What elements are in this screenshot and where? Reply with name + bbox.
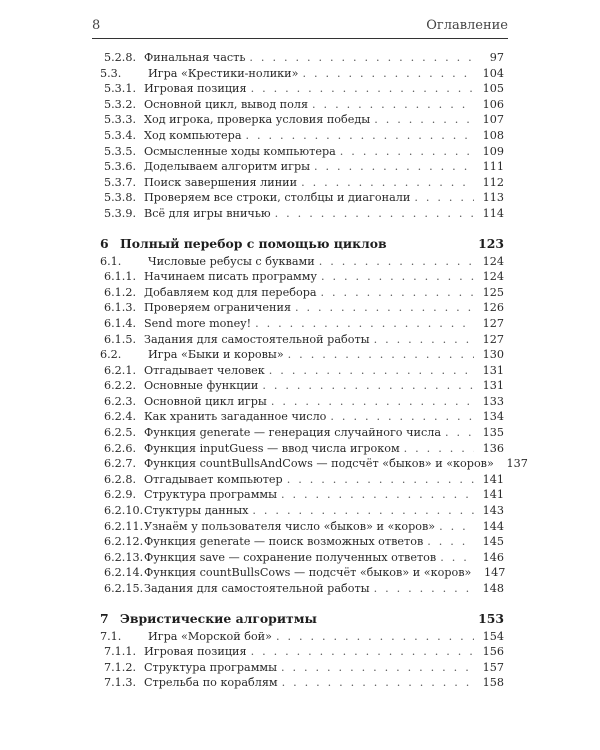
- toc-entry-page: 107: [482, 113, 504, 127]
- toc-subsection: [100, 128, 504, 144]
- toc-entry-page: 126: [482, 301, 504, 315]
- toc-entry-number: 5.3.3.: [104, 113, 137, 127]
- toc-entry-title: Функция save — сохранение полученных ответов: [144, 550, 437, 564]
- toc-entry-title: Поиск завершения линии: [144, 175, 298, 189]
- toc-entry-number: 7.1.2.: [104, 660, 137, 674]
- toc-entry-number: 7.1.1.: [104, 645, 137, 659]
- toc-subsection: [100, 441, 504, 457]
- running-header: [92, 18, 508, 39]
- toc-subsection: [100, 332, 504, 348]
- toc-entry-title: Отгадывает человек: [144, 363, 265, 377]
- toc-chapter: [100, 610, 504, 628]
- running-title: Оглавление: [426, 18, 508, 33]
- toc-entry-title: Стрельба по кораблям: [144, 676, 278, 690]
- toc-entry-number: 5.3.5.: [104, 144, 137, 158]
- toc-entry-number: 5.3.8.: [104, 191, 137, 205]
- toc-dot-leader: [251, 81, 474, 97]
- toc-dot-leader: [374, 581, 474, 597]
- toc-entry-page: 157: [482, 660, 504, 674]
- toc-dot-leader: [427, 534, 474, 550]
- toc-entry-title: Стуктуры данных: [144, 504, 249, 518]
- toc-chapter: [100, 235, 504, 253]
- toc-subsection: [100, 394, 504, 410]
- toc-dot-leader: [440, 550, 474, 566]
- toc-entry-number: 5.2.8.: [104, 51, 137, 64]
- toc-entry-title: Всё для игры вничью: [144, 206, 271, 220]
- toc-subsection: [100, 472, 504, 488]
- toc-entry-number: 6.1.1.: [104, 270, 137, 284]
- toc-dot-leader: [287, 472, 474, 488]
- toc-entry-number: 6.2.4.: [104, 410, 137, 424]
- toc-entry-number: 7.1.3.: [104, 676, 137, 690]
- toc-entry-number: 6.1.3.: [104, 301, 137, 315]
- toc-entry-number: 6.2.8.: [104, 472, 137, 486]
- toc-entry-title: Задания для самостоятельной работы: [144, 582, 370, 595]
- toc-dot-leader: [252, 503, 474, 519]
- toc-dot-leader: [275, 206, 474, 222]
- toc-dot-leader: [295, 300, 474, 316]
- toc-subsection: [100, 159, 504, 175]
- toc-entry-page: 137: [506, 457, 528, 471]
- toc-entry-number: 6.1.2.: [104, 285, 137, 299]
- toc-entry-title: Финальная часть: [144, 51, 246, 64]
- toc-subsection: [100, 487, 504, 503]
- toc-entry-page: 134: [482, 410, 504, 424]
- toc-entry-number: 6.2.12.: [104, 535, 144, 549]
- toc-dot-leader: [281, 660, 474, 676]
- toc-entry-number: 6.2.: [100, 348, 122, 362]
- toc-entry-number: 6.2.2.: [104, 379, 137, 393]
- toc-dot-leader: [321, 285, 474, 301]
- toc-subsection: [100, 316, 504, 332]
- toc-entry-page: 154: [482, 629, 504, 643]
- toc-entry-title: Как хранить загаданное число: [144, 410, 327, 424]
- toc-entry-title: Ход компьютера: [144, 128, 242, 142]
- toc-entry-page: 112: [482, 175, 504, 189]
- toc-entry-title: Проверяем все строки, столбцы и диагонали: [144, 191, 411, 205]
- toc-entry-page: 97: [489, 51, 504, 64]
- toc-entry-number: 6.2.5.: [104, 426, 137, 440]
- toc-entry-number: 6.1.4.: [104, 316, 137, 330]
- toc-section: [100, 629, 504, 645]
- toc-entry-title: Ход игрока, проверка условия победы: [144, 113, 371, 127]
- toc-entry-page: 141: [482, 472, 504, 486]
- toc-entry-page: 131: [482, 379, 504, 393]
- toc-dot-leader: [281, 487, 474, 503]
- toc-subsection: [100, 97, 504, 113]
- toc-dot-leader: [276, 629, 474, 645]
- toc-entry-number: 6.2.1.: [104, 363, 137, 377]
- toc-entry-title: Функция generate — генерация случайного числа: [144, 426, 441, 440]
- toc-entry-page: 104: [482, 66, 504, 80]
- toc-entry-page: 158: [482, 676, 504, 690]
- toc-subsection: [100, 550, 504, 566]
- toc-entry-page: 105: [482, 82, 504, 96]
- toc-subsection: [100, 81, 504, 97]
- toc-entry-number: 6.2.6.: [104, 441, 137, 455]
- toc-entry-title: Игровая позиция: [144, 82, 247, 96]
- toc-dot-leader: [262, 378, 474, 394]
- toc-entry-page: 113: [482, 191, 504, 205]
- toc-subsection: [100, 565, 504, 581]
- toc-entry-number: 6.2.7.: [104, 457, 137, 471]
- toc-entry-number: 5.3.4.: [104, 128, 137, 142]
- toc-subsection: [100, 300, 504, 316]
- toc-entry-page: 148: [482, 582, 504, 595]
- toc-subsection: [100, 206, 504, 222]
- toc-entry-page: 106: [482, 97, 504, 111]
- toc-entry-page: 111: [482, 160, 504, 174]
- toc-entry-title: Основной цикл, вывод поля: [144, 97, 309, 111]
- toc-dot-leader: [251, 644, 474, 660]
- page-number: 8: [92, 18, 101, 33]
- toc-entry-page: 130: [482, 348, 504, 362]
- toc-entry-number: 5.3.6.: [104, 160, 137, 174]
- toc-entry-title: Доделываем алгоритм игры: [144, 160, 311, 174]
- toc-subsection: [100, 269, 504, 285]
- toc-entry-title: Задания для самостоятельной работы: [144, 332, 370, 346]
- toc-dot-leader: [340, 144, 474, 160]
- toc-subsection: [100, 50, 504, 66]
- toc-entry-title: Структура программы: [144, 660, 277, 674]
- toc-dot-leader: [330, 409, 474, 425]
- toc-entry-title: Игровая позиция: [144, 645, 247, 659]
- toc-entry-page: 153: [478, 610, 504, 626]
- toc-entry-page: 123: [478, 235, 504, 251]
- toc-section: [100, 254, 504, 270]
- toc-subsection: [100, 175, 504, 191]
- toc-entry-page: 133: [482, 394, 504, 408]
- toc-entry-number: 5.3.2.: [104, 97, 137, 111]
- toc-subsection: [100, 285, 504, 301]
- toc-dot-leader: [255, 316, 474, 332]
- toc-dot-leader: [282, 675, 474, 691]
- toc-entry-title: Игра «Крестики-нолики»: [148, 66, 299, 80]
- toc-subsection: [100, 409, 504, 425]
- toc-subsection: [100, 660, 504, 676]
- toc-dot-leader: [249, 50, 474, 66]
- toc-dot-leader: [374, 332, 474, 348]
- toc-dot-leader: [445, 425, 474, 441]
- toc-entry-number: 6.2.13.: [104, 550, 144, 564]
- toc-entry-title: Основной цикл игры: [144, 394, 267, 408]
- toc-entry-page: 125: [482, 285, 504, 299]
- toc-entry-page: 127: [482, 332, 504, 346]
- toc-entry-page: 141: [482, 488, 504, 502]
- toc-dot-leader: [414, 190, 474, 206]
- toc-entry-title: Эвристические алгоритмы: [120, 610, 317, 626]
- toc-entry-page: 144: [482, 519, 504, 533]
- toc-dot-leader: [271, 394, 474, 410]
- toc-entry-page: 147: [484, 566, 506, 580]
- toc-entry-page: 124: [482, 254, 504, 268]
- toc-entry-title: Игра «Морской бой»: [148, 629, 272, 643]
- toc-entry-page: 127: [482, 316, 504, 330]
- toc-entry-page: 156: [482, 645, 504, 659]
- toc-dot-leader: [269, 363, 474, 379]
- toc-subsection: [100, 581, 504, 597]
- toc-entry-page: 145: [482, 535, 504, 549]
- toc-entry-page: 135: [482, 426, 504, 440]
- toc-entry-page: 146: [482, 550, 504, 564]
- toc-section: [100, 66, 504, 82]
- toc-dot-leader: [301, 175, 474, 191]
- toc-subsection: [100, 190, 504, 206]
- toc-section: [100, 347, 504, 363]
- toc-entry-number: 6.2.11.: [104, 519, 144, 533]
- toc-dot-leader: [404, 441, 474, 457]
- toc-entry-number: 6: [100, 235, 109, 251]
- toc-entry-title: Игра «Быки и коровы»: [148, 348, 284, 362]
- toc-entry-title: Полный перебор с помощью циклов: [120, 235, 387, 251]
- toc-subsection: [100, 425, 504, 441]
- toc-entry-page: 124: [482, 270, 504, 284]
- toc-entry-page: 131: [482, 363, 504, 377]
- toc-dot-leader: [302, 66, 474, 82]
- toc-entry-title: Функция countBullsAndCows — подсчёт «быков» и «коров»: [144, 457, 494, 471]
- toc-entry-number: 6.1.: [100, 254, 122, 268]
- toc-subsection: [100, 675, 504, 691]
- toc-entry-number: 5.3.1.: [104, 82, 137, 96]
- toc-entry-page: 109: [482, 144, 504, 158]
- toc-entry-number: 5.3.: [100, 66, 122, 80]
- toc-subsection: [100, 378, 504, 394]
- toc-entry-number: 7.1.: [100, 629, 122, 643]
- toc-entry-number: 6.2.3.: [104, 394, 137, 408]
- toc-entry-title: Добавляем код для перебора: [144, 285, 317, 299]
- toc-subsection: [100, 144, 504, 160]
- toc-entry-number: 6.2.9.: [104, 488, 137, 502]
- toc-entry-title: Основные функции: [144, 379, 259, 393]
- toc-entry-number: 7: [100, 610, 109, 626]
- toc-entry-number: 6.2.15.: [104, 582, 144, 595]
- toc-entry-title: Функция countBullsCows — подсчёт «быков» и «коров»: [144, 566, 472, 580]
- toc-dot-leader: [319, 254, 474, 270]
- toc-subsection: [100, 363, 504, 379]
- toc-entry-title: Начинаем писать программу: [144, 270, 318, 284]
- toc-dot-leader: [374, 112, 474, 128]
- toc-entry-number: 5.3.9.: [104, 206, 137, 220]
- toc-entry-title: Функция inputGuess — ввод числа игроком: [144, 441, 400, 455]
- toc-subsection: [100, 534, 504, 550]
- toc-subsection: [100, 644, 504, 660]
- toc-entry-page: 136: [482, 441, 504, 455]
- toc-dot-leader: [321, 269, 474, 285]
- toc-entry-number: 5.3.7.: [104, 175, 137, 189]
- toc-entry-number: 6.2.10.: [104, 504, 144, 518]
- toc-entry-title: Функция generate — поиск возможных ответов: [144, 535, 424, 549]
- toc-entry-title: Узнаём у пользователя число «быков» и «коров»: [144, 519, 436, 533]
- toc-entry-number: 6.1.5.: [104, 332, 137, 346]
- toc-subsection: [100, 503, 504, 519]
- toc-dot-leader: [314, 159, 474, 175]
- toc-entry-page: 114: [482, 206, 504, 220]
- toc-entry-title: Проверяем ограничения: [144, 301, 291, 315]
- toc-dot-leader: [288, 347, 474, 363]
- toc-dot-leader: [312, 97, 474, 113]
- toc-entry-title: Отгадывает компьютер: [144, 472, 283, 486]
- toc-entry-number: 6.2.14.: [104, 566, 144, 580]
- toc-subsection: [100, 456, 528, 472]
- toc-entry-title: Числовые ребусы с буквами: [148, 254, 315, 268]
- table-of-contents: [100, 50, 528, 691]
- toc-subsection: [100, 519, 504, 535]
- toc-entry-page: 108: [482, 128, 504, 142]
- toc-entry-title: Send more money!: [144, 316, 252, 330]
- toc-dot-leader: [439, 519, 474, 535]
- toc-subsection: [100, 112, 504, 128]
- toc-dot-leader: [246, 128, 474, 144]
- toc-entry-title: Структура программы: [144, 488, 277, 502]
- toc-entry-page: 143: [482, 504, 504, 518]
- toc-entry-title: Осмысленные ходы компьютера: [144, 144, 336, 158]
